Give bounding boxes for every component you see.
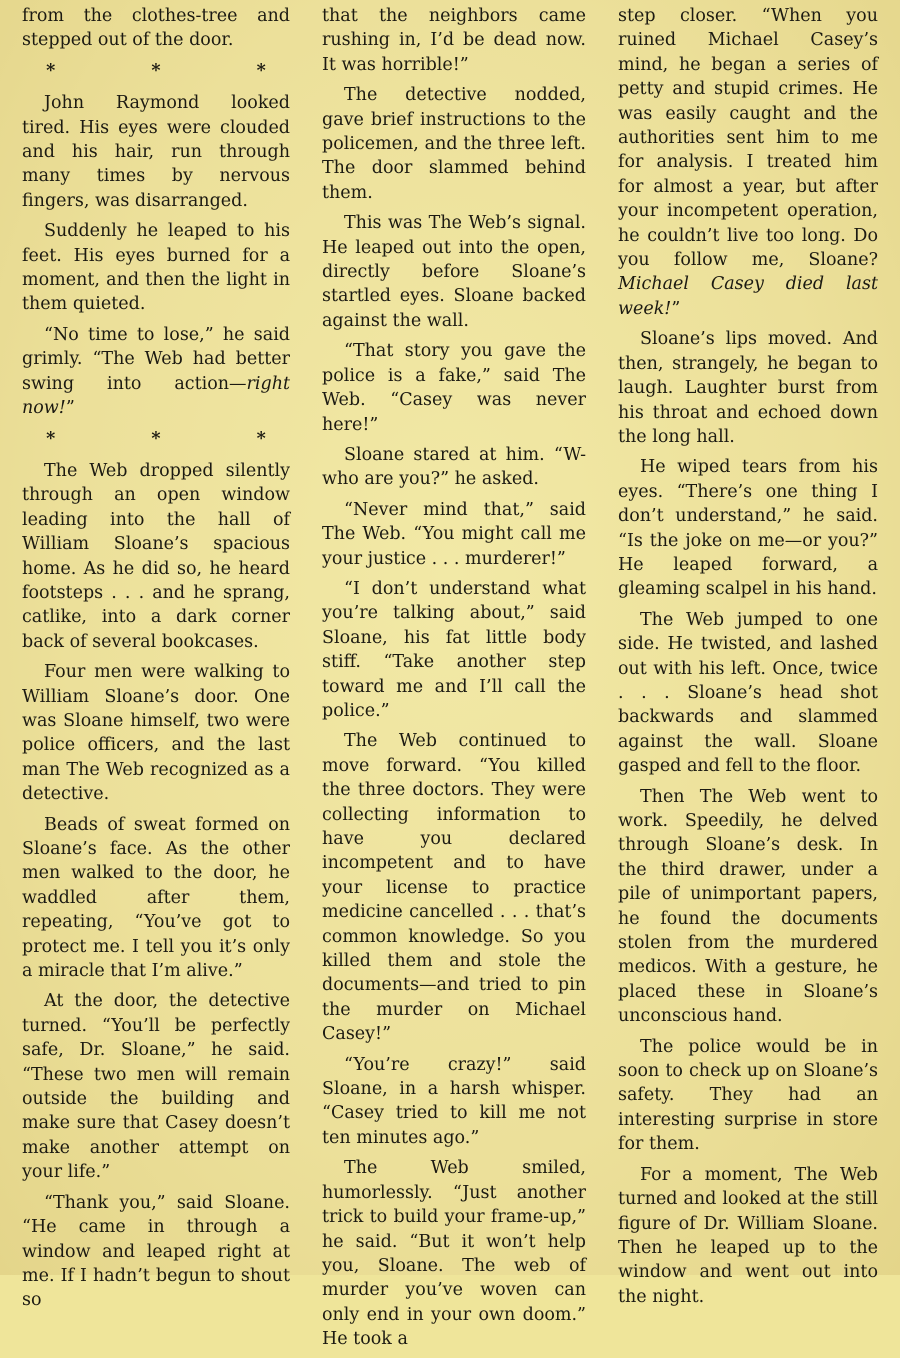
paragraph: He wiped tears from his eyes. “There’s one thing I don’t understand,” he said. “Is the joke on me—or you?” He leaped forward, a gleaming scalpel in his hand. [618,457,878,600]
emphasis-text: Michael Casey died last week! [618,274,878,319]
text-column-1 [22,4,290,1319]
paragraph: from the clothes-tree and stepped out of the door. [22,6,290,51]
text-column-3 [618,4,878,1315]
paragraph: Four men were walking to William Sloane’s door. One was Sloane himself, two were police officers, and the last man The Web recognized as a detective. [22,662,290,805]
section-separator: * * * [46,428,266,449]
paragraph: “I don’t understand what you’re talking about,” said Sloane, his fat little body stiff. “Take another step toward me and I’ll call the police.” [322,578,586,721]
paragraph: “Never mind that,” said The Web. “You might call me your justice . . . murderer!” [322,499,586,569]
paragraph: This was The Web’s signal. He leaped out into the open, directly before Sloane’s startled eyes. Sloane backed against the wall. [322,213,586,331]
paragraph: The Web dropped silently through an open window leading into the hall of William Sloane’s spacious home. As he did so, he heard footsteps . . . and he sprang, catlike, into a dark corner back of several bookcases. [22,460,290,652]
paragraph: Sloane stared at him. “W-who are you?” he asked. [322,444,586,490]
paragraph: At the door, the detective turned. “You’ll be perfectly safe, Dr. Sloane,” he said. “These two men will remain outside the building and make sure that Casey doesn’t make another attempt on your life.” [22,991,290,1183]
emphasis-text: right now! [22,373,290,419]
paragraph: “That story you gave the police is a fake,” said The Web. “Casey was never here!” [322,341,586,435]
paragraph: The Web continued to move forward. “You killed the three doctors. They were collecting information to have you declared incompetent and to have your license to practice medicine cancelled . . . that’s common knowledge. So you killed them and stole the documents—and tried to pin the murder on Michael Casey!” [322,731,586,1045]
paragraph: step closer. “When you ruined Michael Casey’s mind, he began a series of petty and stupid crimes. He was easily caught and the authorities sent him to me for analysis. I treated him for almost a year, but after your incompetent operation, he couldn’t live too long. Do you follow me, Sloane? Michael Casey died last week!” [618,6,878,319]
paragraph: Suddenly he leaped to his feet. His eyes burned for a moment, and then the light in them quieted. [22,221,290,315]
paragraph: Beads of sweat formed on Sloane’s face. As the other men walked to the door, he waddled after them, repeating, “You’ve got to protect me. I tell you it’s only a miracle that I’m alive.” [22,814,290,982]
paragraph: “Thank you,” said Sloane. “He came in through a window and leaped right at me. If I hadn’t begun to shout so [22,1192,290,1311]
paragraph: Sloane’s lips moved. And then, strangely, he began to laugh. Laughter burst from his throat and echoed down the long hall. [618,329,878,447]
paragraph: John Raymond looked tired. His eyes were clouded and his hair, run through many times by nervous fingers, was disarranged. [22,93,290,211]
paragraph: “You’re crazy!” said Sloane, in a harsh whisper. “Casey tried to kill me not ten minutes ago.” [322,1054,586,1148]
paragraph: that the neighbors came rushing in, I’d be dead now. It was horrible!” [322,6,586,75]
paragraph: The Web smiled, humorlessly. “Just another trick to build your frame-up,” he said. “But it won’t help you, Sloane. The web of murder you’ve woven can only end in your own doom.” He took a [322,1158,586,1350]
paragraph: The detective nodded, gave brief instructions to the policemen, and the three left. The door slammed behind them. [322,85,586,203]
text-column-2 [322,4,586,1358]
paragraph: The Web jumped to one side. He twisted, and lashed out with his left. Once, twice . . . Sloane’s head shot backwards and slammed against the wall. Sloane gasped and fell to the floor. [618,609,878,777]
paragraph: Then The Web went to work. Speedily, he delved through Sloane’s desk. In the third drawer, under a pile of unimportant papers, he found the documents stolen from the murdered medicos. With a gesture, he placed these in Sloane’s unconscious hand. [618,786,878,1027]
paragraph: “No time to lose,” he said grimly. “The Web had better swing into action—right now!” [22,324,290,419]
paragraph: The police would be in soon to check up on Sloane’s safety. They had an interesting surprise in store for them. [618,1036,878,1155]
section-separator: * * * [46,60,266,81]
paragraph: For a moment, The Web turned and looked at the still figure of Dr. William Sloane. Then he leaped up to the window and went out into the night. [618,1164,878,1307]
